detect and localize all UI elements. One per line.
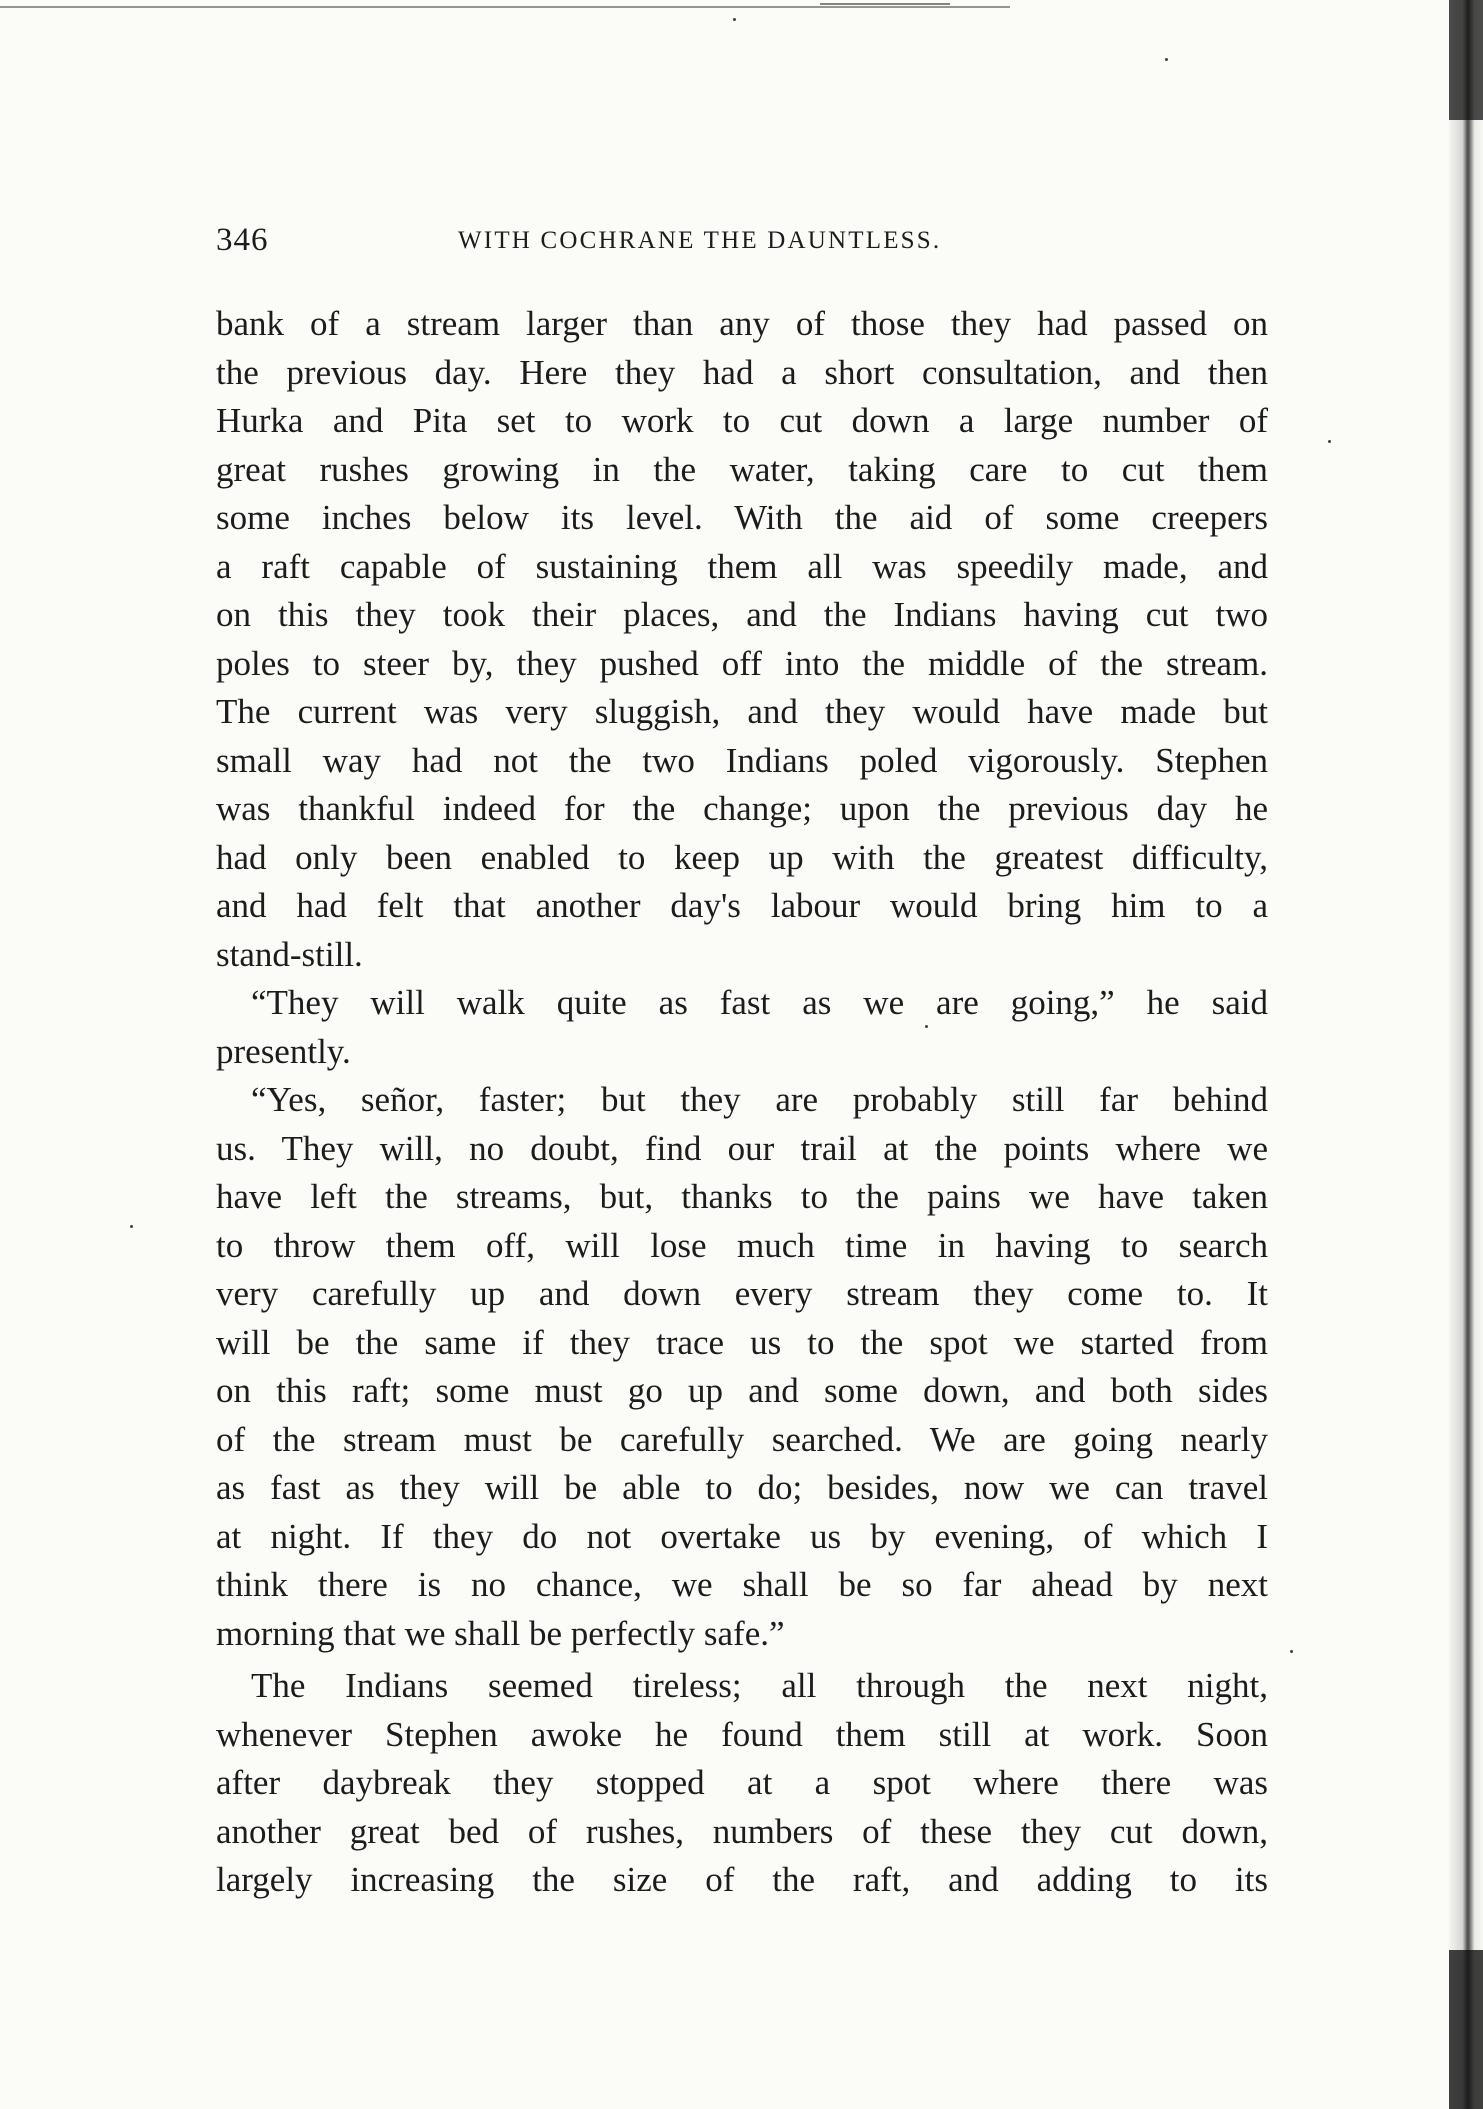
text-line: stand-still. [216, 934, 363, 974]
text-line: on this raft; some must go up and some down, and both sides [216, 1371, 1268, 1410]
text-line: had only been enabled to keep up with the greatest difficulty, [216, 837, 1268, 877]
text-line: have left the streams, but, thanks to the pains we have taken [216, 1177, 1268, 1216]
text-line: poles to steer by, they pushed off into the middle of the stream. [216, 643, 1268, 683]
text-line: whenever Stephen awoke he found them still at work. Soon [216, 1714, 1268, 1754]
text-line: was thankful indeed for the change; upon the previous day he [216, 789, 1268, 828]
text-line: as fast as they will be able to do; besides, now we can travel [216, 1468, 1268, 1507]
scan-speck [1165, 58, 1168, 61]
scan-artifact-line [820, 3, 950, 5]
scan-speck [733, 18, 736, 21]
text-line: The current was very sluggish, and they would have made but [216, 692, 1268, 731]
page-number: 346 [216, 222, 269, 258]
text-line: to throw them off, will lose much time in having to search [216, 1225, 1268, 1265]
text-line: on this they took their places, and the Indians having cut two [216, 595, 1268, 634]
scan-artifact-line [0, 6, 1010, 8]
body-text [216, 300, 1268, 1905]
text-line: largely increasing the size of the raft, and adding to its [216, 1860, 1268, 1899]
scan-speck [130, 1225, 133, 1228]
running-head: WITH COCHRANE THE DAUNTLESS. [458, 227, 942, 254]
text-line: think there is no chance, we shall be so far ahead by next [216, 1565, 1268, 1604]
scan-artifact-blob [1449, 1950, 1483, 2109]
text-line: great rushes growing in the water, taking care to cut them [216, 449, 1268, 489]
text-line: “Yes, señor, faster; but they are probably still far behind [251, 1080, 1268, 1119]
text-line: and had felt that another day's labour would bring him to a [216, 886, 1268, 925]
page-header [216, 222, 1268, 262]
text-line: at night. If they do not overtake us by evening, of which I [216, 1516, 1268, 1556]
text-line: bank of a stream larger than any of those they had passed on [216, 304, 1268, 343]
scan-speck [1290, 1650, 1293, 1653]
scan-artifact-blob [1449, 0, 1483, 120]
text-line: a raft capable of sustaining them all was speedily made, and [216, 546, 1268, 586]
text-line: small way had not the two Indians poled vigorously. Stephen [216, 740, 1268, 780]
text-line: The Indians seemed tireless; all through the next night, [251, 1666, 1268, 1705]
text-line: after daybreak they stopped at a spot where there was [216, 1763, 1268, 1802]
text-line: morning that we shall be perfectly safe.” [216, 1613, 785, 1653]
text-line: presently. [216, 1031, 351, 1071]
text-line: some inches below its level. With the aid of some creepers [216, 498, 1268, 537]
text-line: Hurka and Pita set to work to cut down a large number of [216, 401, 1268, 440]
text-line: very carefully up and down every stream they come to. It [216, 1274, 1268, 1313]
text-line: will be the same if they trace us to the spot we started from [216, 1322, 1268, 1362]
text-line: “They will walk quite as fast as we are going,” he said [251, 983, 1268, 1022]
text-line: the previous day. Here they had a short consultation, and then [216, 352, 1268, 392]
text-line: another great bed of rushes, numbers of these they cut down, [216, 1811, 1268, 1851]
text-line: of the stream must be carefully searched. We are going nearly [216, 1419, 1268, 1459]
scan-page-edge [1449, 0, 1483, 2109]
scan-speck [1328, 440, 1331, 443]
text-line: us. They will, no doubt, find our trail at the points where we [216, 1128, 1268, 1168]
